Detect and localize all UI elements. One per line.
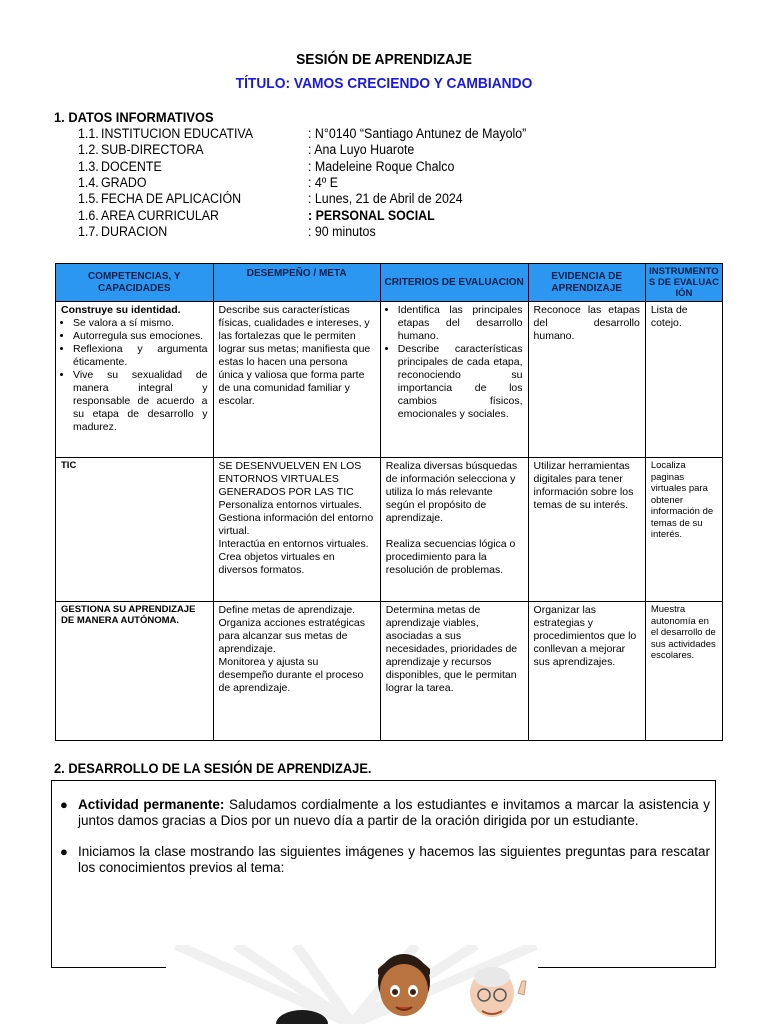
info-label: GRADO <box>101 175 147 190</box>
info-value: : PERSONAL SOCIAL <box>308 208 435 223</box>
cell-evidencia: Utilizar herramientas digitales para tener información sobre los temas de su interés. <box>528 458 645 602</box>
list-item: • Se valora a sí mismo. <box>73 317 208 330</box>
header-competencias: COMPETENCIAS, Y CAPACIDADES <box>56 264 214 302</box>
info-value: : N°0140 “Santiago Antunez de Mayolo” <box>308 126 527 141</box>
list-item: • Autorregula sus emociones. <box>73 330 208 343</box>
inicio-text: Iniciamos la clase mostrando las siguientes imágenes y hacemos las siguientes preguntas para rescatar los conocimientos previos al tema: <box>78 844 710 875</box>
info-label: INSTITUCION EDUCATIVA <box>101 126 254 141</box>
table-header-row <box>56 264 723 302</box>
criterios-list <box>386 304 523 421</box>
header-desempeno: DESEMPEÑO / META <box>213 264 380 302</box>
info-label: AREA CURRICULAR <box>101 208 220 223</box>
cell-competencia: TIC <box>56 458 214 602</box>
boy-figure <box>378 954 430 1016</box>
cell-instrumento: Localiza paginas virtuales para obtener información de temas de su interés. <box>645 458 722 602</box>
session-subtitle: TÍTULO: VAMOS CRECIENDO Y CAMBIANDO <box>235 75 533 92</box>
capacidades-list <box>61 317 208 434</box>
bullet-icon: ● <box>60 844 68 859</box>
section-heading-desarrollo: 2. DESARROLLO DE LA SESIÓN DE APRENDIZAJE. <box>54 760 372 776</box>
cell-desempeno: Define metas de aprendizaje. Organiza acciones estratégicas para alcanzar sus metas de aprendizaje. Monitorea y ajusta su desempeño durante el proceso de aprendizaje. <box>213 602 380 741</box>
info-value: : Madeleine Roque Chalco <box>308 159 455 174</box>
cell-evidencia: Reconoce las etapas del desarrollo humano. <box>528 302 645 458</box>
cell-criterios: Realiza diversas búsquedas de información selecciona y utiliza lo más relevante según el propósito de aprendizaje. Realiza secuencias lógica o procedimiento para la resolución de problemas. <box>380 458 528 602</box>
cell-desempeno: Describe sus características físicas, cualidades e intereses, y las fortalezas que le permiten lograr sus metas; manifiesta que estas lo hacen una persona única y valiosa que forma parte de una comunidad familiar y escolar. <box>213 302 380 458</box>
list-item: • Describe características principales de cada etapa, reconociendo su importancia de los cambios físicos, emocionales y sociales. <box>398 343 523 421</box>
info-label: FECHA DE APLICACIÓN <box>101 191 242 206</box>
list-item: • Vive su sexualidad de manera integral y responsable de acuerdo a su etapa de desarrollo y madurez. <box>73 369 208 434</box>
info-value: : 4º E <box>308 175 339 190</box>
cell-desempeno: SE DESENVUELVEN EN LOS ENTORNOS VIRTUALES GENERADOS POR LAS TIC Personaliza entornos virtuales. Gestiona información del entorno virtual. Interactúa en entornos virtuales. Crea objetos virtuales en diversos formatos. <box>213 458 380 602</box>
info-value: : Lunes, 21 de Abril de 2024 <box>308 191 463 206</box>
list-item: • Identifica las principales etapas del desarrollo humano. <box>398 304 523 343</box>
info-value: : Ana Luyo Huarote <box>308 142 415 157</box>
cell-instrumento: Muestra autonomía en el desarrollo de sus actividades escolares. <box>645 602 722 741</box>
cartoon-illustration <box>166 945 538 1024</box>
bullet-icon: ● <box>60 797 68 812</box>
cell-competencia <box>56 302 214 458</box>
cell-criterios <box>380 302 528 458</box>
desarrollo-box <box>51 780 716 968</box>
page-title: SESIÓN DE APRENDIZAJE <box>296 51 472 68</box>
actividad-label: Actividad permanente: <box>78 797 225 812</box>
info-value: : 90 minutos <box>308 224 376 239</box>
header-instrumentos: INSTRUMENTOS DE EVALUACIÓN <box>645 264 722 302</box>
header-evidencia: EVIDENCIA DE APRENDIZAJE <box>528 264 645 302</box>
table-row <box>56 302 723 458</box>
actividad-text: Saludamos cordialmente a los estudiantes e invitamos a marcar la asistencia y juntos damos gracias a Dios por un nuevo día a partir de la oración dirigida por un estudiante. <box>78 797 710 828</box>
list-item <box>60 844 710 876</box>
info-label: DOCENTE <box>101 159 162 174</box>
info-label: DURACION <box>101 224 168 239</box>
competencias-table <box>55 263 723 741</box>
header-criterios: CRITERIOS DE EVALUACION <box>380 264 528 302</box>
cell-instrumento: Lista de cotejo. <box>645 302 722 458</box>
list-item: • Reflexiona y argumenta éticamente. <box>73 343 208 369</box>
cell-competencia: GESTIONA SU APRENDIZAJE DE MANERA AUTÓNOMA. <box>56 602 214 741</box>
list-item <box>60 797 710 829</box>
cell-criterios: Determina metas de aprendizaje viables, asociadas a sus necesidades, prioridades de aprendizaje y recursos disponibles, que le permitan lograr la tarea. <box>380 602 528 741</box>
cell-evidencia: Organizar las estrategias y procedimientos que lo conllevan a mejorar sus aprendizajes. <box>528 602 645 741</box>
table-row <box>56 602 723 741</box>
table-row <box>56 458 723 602</box>
section-heading-datos: 1. DATOS INFORMATIVOS <box>54 109 214 125</box>
competencia-title: Construye su identidad. <box>61 304 181 316</box>
info-label: SUB-DIRECTORA <box>101 142 204 157</box>
